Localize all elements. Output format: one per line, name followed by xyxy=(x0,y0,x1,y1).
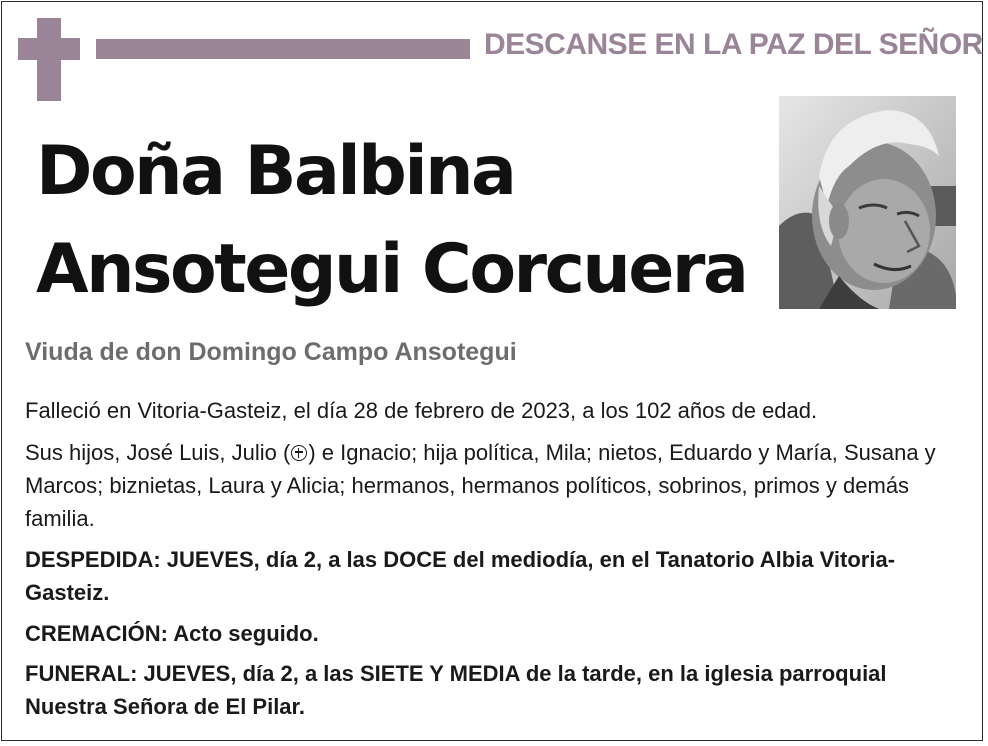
header-divider-bar xyxy=(96,39,470,59)
portrait-photo xyxy=(779,96,956,309)
deceased-subtitle: Viuda de don Domingo Campo Ansotegui xyxy=(25,338,517,366)
deceased-name-line2: Ansotegui Corcuera xyxy=(36,230,747,309)
portrait-image xyxy=(779,96,956,309)
death-notice-paragraph: Falleció en Vitoria-Gasteiz, el día 28 de febrero de 2023, a los 102 años de edad. xyxy=(25,398,818,423)
funeral-paragraph: FUNERAL: JUEVES, día 2, a las SIETE Y MEDIA de la tarde, en la iglesia parroquial Nuestra Señora de El Pilar. xyxy=(25,661,887,719)
header-title: DESCANSE EN LA PAZ DEL SEÑOR xyxy=(484,28,983,61)
deceased-name-line1: Doña Balbina xyxy=(36,132,515,211)
deceased-cross-icon xyxy=(291,445,307,461)
cremacion-paragraph: CREMACIÓN: Acto seguido. xyxy=(25,621,319,646)
family-paragraph xyxy=(25,436,960,535)
family-text-part2: ) e Ignacio; hija política, Mila; nietos, Eduardo y María, Susana y Marcos; biznietas, Laura y Alicia; hermanos, hermanos políticos, sobrinos, primos y demás familia. xyxy=(25,440,936,531)
family-text-part1: Sus hijos, José Luis, Julio ( xyxy=(25,440,291,465)
cross-icon-bar xyxy=(18,38,80,60)
despedida-paragraph: DESPEDIDA: JUEVES, día 2, a las DOCE del mediodía, en el Tanatorio Albia Vitoria-Gasteiz. xyxy=(25,547,896,605)
